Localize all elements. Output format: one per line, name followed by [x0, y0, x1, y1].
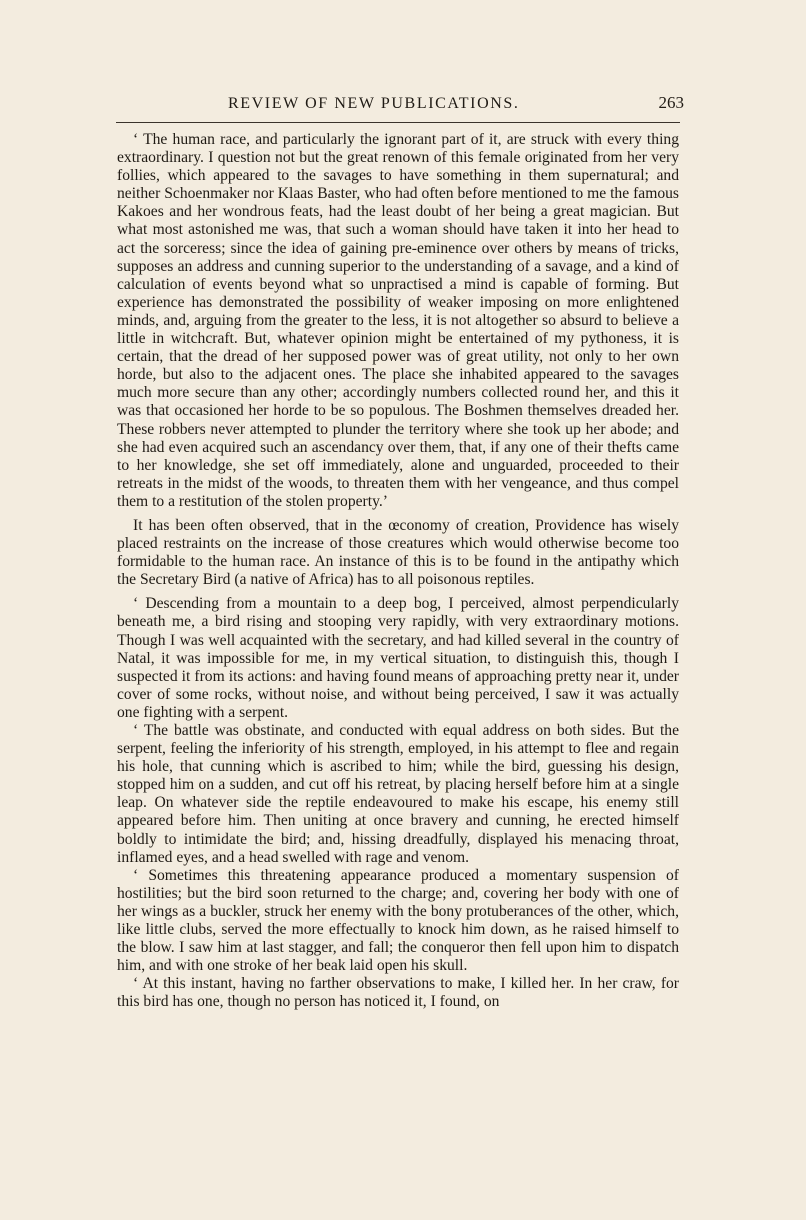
paragraph-quote-sorceress: ‘ The human race, and particularly the ignorant part of it, are struck with every thing extraordinary. I question not but the great renown of this female originated from her very follies, which appeared to the savages to have something in them supernatural; and neither Schoenmaker nor Klaas Baster, who had often before mentioned to me the famous Kakoes and her wondrous feats, had the least doubt of her being a great magician. But what most astonished me was, that such a woman should have taken it into her head to act the sorceress; since the idea of gaining pre-eminence over others by means of tricks, supposes an address and cunning superior to the understanding of a savage, and a kind of calculation of events beyond what so unpractised a mind is capable of forming. But experience has demonstrated the possibility of weaker imposing on more enlightened minds, and, arguing from the greater to the less, it is not altogether so absurd to believe a little in witchcraft. But, whatever opinion might be entertained of my pythoness, it is certain, that the dread of her supposed power was of great utility, not only to her own horde, but also to the adjacent ones. The place she inhabited appeared to the savages much more secure than any other; accordingly numbers collected round her, and this it was that occasioned her horde to be so populous. The Boshmen themselves dreaded her. These robbers never attempted to plunder the territory where she took up her abode; and she had even acquired such an ascendancy over them, that, if any one of their thefts came to her knowledge, she set off immediately, alone and unguarded, proceeded to their retreats in the midst of the woods, to threaten them with her vengeance, and thus compel them to a restitution of the stolen property.’: [117, 131, 679, 510]
paragraph-threatening: ‘ Sometimes this threatening appearance produced a momentary suspension of hostilities; but the bird soon returned to the charge; and, covering her body with one of her wings as a buckler, struck her enemy with the bony protuberances of the other, which, like little clubs, served the more effectually to knock him down, as he raised himself to the blow. I saw him at last stagger, and fall; the conqueror then fell upon him to dispatch him, and with one stroke of her beak laid open his skull.: [117, 866, 679, 975]
running-head: REVIEW OF NEW PUBLICATIONS.: [228, 95, 520, 112]
page-header: [116, 92, 682, 118]
paragraph-descending: ‘ Descending from a mountain to a deep bog, I perceived, almost perpendicularly beneath me, a bird rising and stooping very rapidly, with very extraordinary motions. Though I was well acquainted with the secretary, and had killed several in the country of Natal, it was impossible for me, in my vertical situation, to distinguish this, though I suspected it from its actions: and having found means of approaching pretty near it, under cover of some rocks, without noise, and without being perceived, I saw it was actually one fighting with a serpent.: [117, 595, 679, 721]
paragraph-killed-her: ‘ At this instant, having no farther observations to make, I killed her. In her craw, for this bird has one, though no person has noticed it, I found, on: [117, 975, 679, 1011]
body-text: [117, 131, 679, 1012]
paragraph-battle: ‘ The battle was obstinate, and conducted with equal address on both sides. But the serpent, feeling the inferiority of his strength, employed, in his attempt to flee and regain his hole, that cunning which is ascribed to him; while the bird, guessing his design, stopped him on a sudden, and cut off his retreat, by placing herself before him at a single leap. On whatever side the reptile endeavoured to make his escape, his enemy still appeared before him. Then uniting at once bravery and cunning, he erected himself boldly to intimidate the bird; and, hissing dreadfully, displayed his menacing throat, inflamed eyes, and a head swelled with rage and venom.: [117, 722, 679, 866]
paragraph-secretary-bird-intro: It has been often observed, that in the œconomy of creation, Providence has wisely placed restraints on the increase of those creatures which would otherwise become too formidable to the human race. An instance of this is to be found in the antipathy which the Secretary Bird (a native of Africa) has to all poisonous reptiles.: [117, 516, 679, 589]
header-rule: [116, 122, 680, 123]
page-number: 263: [658, 93, 684, 112]
